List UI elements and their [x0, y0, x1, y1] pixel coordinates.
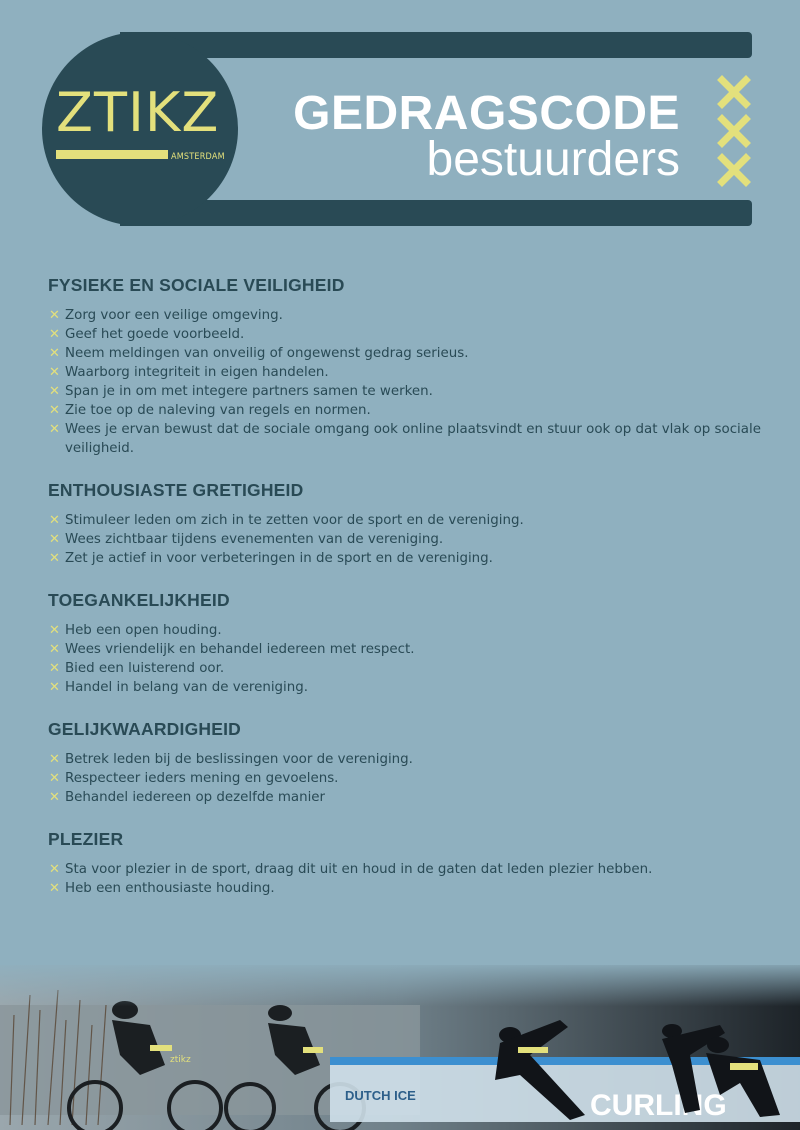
- amsterdam-xxx-icon: [716, 74, 752, 188]
- x-bullet-icon: ✕: [49, 532, 60, 547]
- list-item: ✕ Sta voor plezier in de sport, draag dit uit en houd in de gaten dat leden plezier hebben.: [49, 862, 653, 877]
- x-bullet-icon: ✕: [49, 308, 60, 323]
- page-subtitle: bestuurders: [426, 133, 680, 186]
- x-bullet-icon: ✕: [49, 551, 60, 566]
- logo-subtitle: AMSTERDAM: [171, 152, 225, 162]
- x-bullet-icon: ✕: [49, 327, 60, 342]
- list-item: ✕ Zorg voor een veilige omgeving.: [49, 308, 283, 323]
- section-heading: ENTHOUSIASTE GRETIGHEID: [48, 480, 304, 500]
- list-item: ✕ Respecteer ieders mening en gevoelens.: [49, 771, 339, 786]
- header-banner-bottom: [120, 200, 752, 226]
- list-item: ✕ Heb een open houding.: [49, 623, 222, 638]
- x-bullet-icon: ✕: [49, 422, 60, 437]
- x-bullet-icon: ✕: [49, 661, 60, 676]
- section-accessibility: [48, 589, 768, 697]
- page-title: GEDRAGSCODE: [293, 87, 680, 140]
- x-bullet-icon: ✕: [49, 881, 60, 896]
- x-bullet-icon: ✕: [49, 862, 60, 877]
- sports-photo-strip: [0, 965, 800, 1130]
- x-bullet-icon: ✕: [49, 623, 60, 638]
- x-bullet-icon: ✕: [49, 403, 60, 418]
- list-item: ✕ Wees zichtbaar tijdens evenementen van de vereniging.: [49, 532, 444, 547]
- logo-underline: [56, 150, 168, 159]
- x-bullet-icon: ✕: [49, 365, 60, 380]
- section-equality: [48, 718, 768, 807]
- section-heading: FYSIEKE EN SOCIALE VEILIGHEID: [48, 275, 345, 295]
- section-heading: PLEZIER: [48, 829, 124, 849]
- logo-text: ZTIKZ: [56, 81, 220, 144]
- section-fun: [48, 828, 768, 898]
- list-item: ✕ Geef het goede voorbeeld.: [49, 327, 245, 342]
- header-banner-top: [120, 32, 752, 58]
- x-bullet-icon: ✕: [49, 771, 60, 786]
- list-item: ✕ Span je in om met integere partners samen te werken.: [49, 384, 433, 399]
- list-item: ✕ Zie toe op de naleving van regels en normen.: [49, 403, 371, 418]
- x-bullet-icon: ✕: [49, 513, 60, 528]
- section-heading: GELIJKWAARDIGHEID: [48, 719, 241, 739]
- list-item: ✕ Neem meldingen van onveilig of ongewenst gedrag serieus.: [49, 346, 469, 361]
- list-item: ✕ Stimuleer leden om zich in te zetten voor de sport en de vereniging.: [49, 513, 524, 528]
- code-of-conduct-content: [48, 274, 768, 919]
- list-item: ✕ Behandel iedereen op dezelfde manier: [49, 790, 326, 805]
- section-safety: [48, 274, 768, 458]
- list-item: ✕ Handel in belang van de vereniging.: [49, 680, 308, 695]
- x-bullet-icon: ✕: [49, 790, 60, 805]
- section-enthusiasm: [48, 479, 768, 568]
- list-item: ✕ Zet je actief in voor verbeteringen in de sport en de vereniging.: [49, 551, 493, 566]
- list-item: ✕ Bied een luisterend oor.: [49, 661, 225, 676]
- x-bullet-icon: ✕: [49, 642, 60, 657]
- x-bullet-icon: ✕: [49, 384, 60, 399]
- list-item: ✕ Wees je ervan bewust dat de sociale omgang ook online plaatsvindt en stuur ook op dat vlak op sociale veiligheid.: [49, 422, 761, 456]
- x-bullet-icon: ✕: [49, 752, 60, 767]
- x-bullet-icon: ✕: [49, 346, 60, 361]
- list-item: ✕ Waarborg integriteit in eigen handelen.: [49, 365, 329, 380]
- list-item: ✕ Betrek leden bij de beslissingen voor de vereniging.: [49, 752, 413, 767]
- x-bullet-icon: ✕: [49, 680, 60, 695]
- list-item: ✕ Heb een enthousiaste houding.: [49, 881, 275, 896]
- section-heading: TOEGANKELIJKHEID: [48, 590, 230, 610]
- list-item: ✕ Wees vriendelijk en behandel iedereen met respect.: [49, 642, 415, 657]
